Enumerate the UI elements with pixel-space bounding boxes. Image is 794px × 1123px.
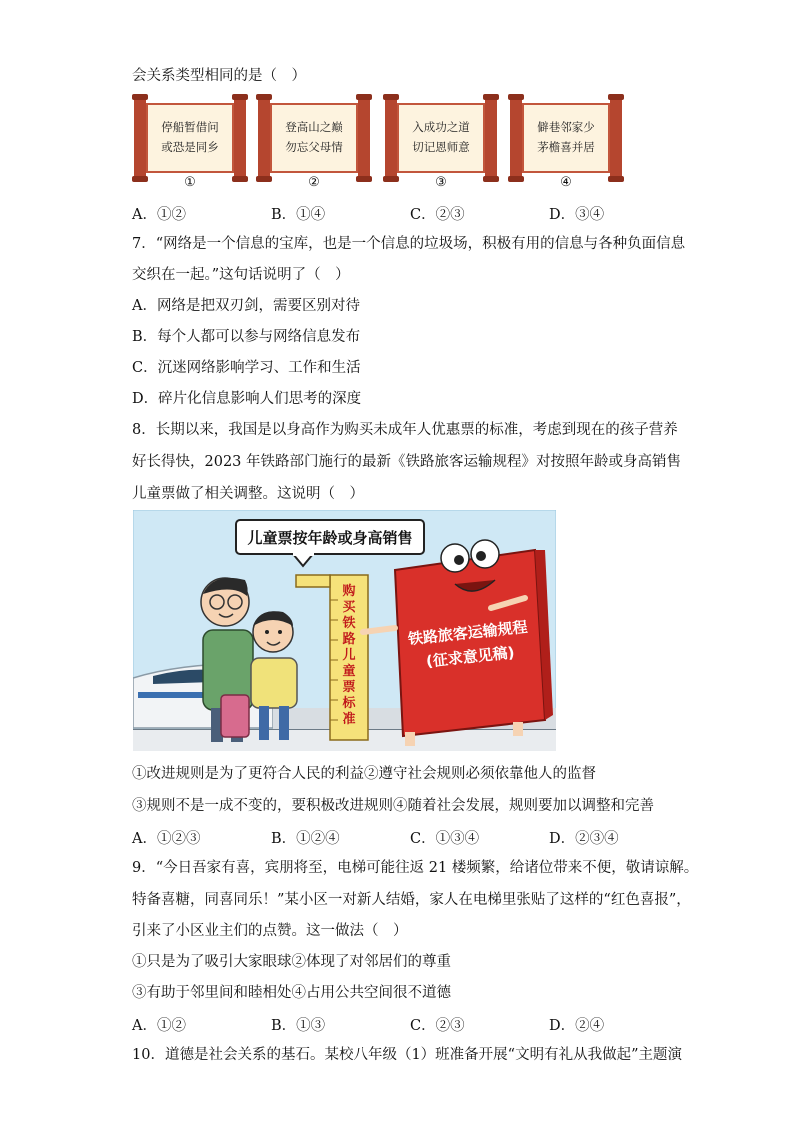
scroll-rod <box>510 97 522 179</box>
railway-rules-illustration <box>133 510 556 751</box>
scroll-rod <box>358 97 370 179</box>
q8-statement-line: ①改进规则是为了更符合人民的利益②遵守社会规则必须依靠他人的监督 <box>132 766 596 782</box>
q7-option-c[interactable]: C．沉迷网络影响学习、工作和生活 <box>132 360 361 376</box>
q8-stem-line: 8．长期以来，我国是以身高作为购买未成年人优惠票的标准，考虑到现在的孩子营养 <box>132 422 678 438</box>
scroll-paper <box>146 103 234 173</box>
scroll-text: 勿忘父母情 <box>285 140 343 154</box>
option-c[interactable]: C．②③ <box>410 1018 465 1034</box>
option-b[interactable]: B．①④ <box>271 207 326 223</box>
q9-options <box>132 1014 692 1034</box>
q9-stem-line: 特备喜糖，同喜同乐！”某小区一对新人结婚，家人在电梯里张贴了这样的“红色喜报”， <box>132 892 691 908</box>
q6-stem-tail: 会关系类型相同的是（ ） <box>132 68 306 84</box>
option-a[interactable]: A．①② <box>132 1018 186 1034</box>
q7-option-d[interactable]: D．碎片化信息影响人们思考的深度 <box>132 391 362 407</box>
scroll-text: 僻巷邻家少 <box>537 120 595 134</box>
option-b[interactable]: B．①③ <box>271 1018 326 1034</box>
scroll-rod <box>234 97 246 179</box>
scroll-card-4 <box>510 97 622 179</box>
scroll-rod <box>134 97 146 179</box>
option-b[interactable]: B．①②④ <box>271 831 340 847</box>
q8-stem-line: 好长得快，2023 年铁路部门施行的最新《铁路旅客运输规程》对按照年龄或身高销售 <box>132 454 682 470</box>
scroll-card-2 <box>258 97 370 179</box>
q7-stem-line: 7．“网络是一个信息的宝库，也是一个信息的垃圾场，积极有用的信息与各种负面信息 <box>132 236 686 252</box>
q7-option-a[interactable]: A．网络是把双刃剑，需要区别对待 <box>132 298 360 314</box>
book-subtitle: (征求意见稿) <box>425 643 516 671</box>
scroll-card-3 <box>385 97 497 179</box>
scroll-rod <box>485 97 497 179</box>
scroll-text: 切记恩师意 <box>412 140 470 154</box>
q9-stem-line: 9．“今日吾家有喜，宾朋将至，电梯可能往返 21 楼频繁，给诸位带来不便，敬请谅解。 <box>132 860 699 876</box>
scroll-paper <box>270 103 358 173</box>
q9-stem-line: 引来了小区业主们的点赞。这一做法（ ） <box>132 923 408 939</box>
scroll-card-1 <box>134 97 246 179</box>
scroll-text: 或恐是同乡 <box>161 140 219 154</box>
q8-statement-line: ③规则不是一成不变的，要积极改进规则④随着社会发展，规则要加以调整和完善 <box>132 798 654 814</box>
q7-option-b[interactable]: B．每个人都可以参与网络信息发布 <box>132 329 361 345</box>
q6-options <box>132 203 692 223</box>
option-a[interactable]: A．①② <box>132 207 186 223</box>
q9-statement-line: ①只是为了吸引大家眼球②体现了对邻居们的尊重 <box>132 954 451 970</box>
option-a[interactable]: A．①②③ <box>132 831 201 847</box>
scroll-number: ① <box>184 175 196 190</box>
q8-stem-line: 儿童票做了相关调整。这说明（ ） <box>132 486 364 502</box>
scroll-text: 登高山之巅 <box>285 120 343 134</box>
ruler-char: 童 <box>342 664 356 679</box>
ruler-char: 儿 <box>342 648 356 663</box>
ruler-char: 买 <box>342 600 356 615</box>
ruler-char: 路 <box>342 632 356 647</box>
scroll-paper <box>397 103 485 173</box>
option-c[interactable]: C．①③④ <box>410 831 480 847</box>
option-d[interactable]: D．②④ <box>549 1018 605 1034</box>
option-d[interactable]: D．③④ <box>549 207 605 223</box>
scroll-rod <box>610 97 622 179</box>
ruler-char: 铁 <box>342 616 356 631</box>
scroll-text: 入成功之道 <box>412 120 470 134</box>
q10-stem-line: 10．道德是社会关系的基石。某校八年级（1）班准备开展“文明有礼从我做起”主题演 <box>132 1047 682 1063</box>
q8-options <box>132 827 692 847</box>
scroll-number: ② <box>308 175 320 190</box>
banner-text: 儿童票按年龄或身高销售 <box>247 529 413 547</box>
book-title: 铁路旅客运输规程 <box>407 617 529 649</box>
ruler-char: 标 <box>342 696 356 711</box>
q7-stem-line: 交织在一起。”这句话说明了（ ） <box>132 267 350 283</box>
scroll-paper <box>522 103 610 173</box>
option-c[interactable]: C．②③ <box>410 207 465 223</box>
scroll-text: 停船暂借问 <box>161 120 219 134</box>
option-d[interactable]: D．②③④ <box>549 831 619 847</box>
q9-statement-line: ③有助于邻里间和睦相处④占用公共空间很不道德 <box>132 985 451 1001</box>
scroll-rod <box>258 97 270 179</box>
ruler-char: 购 <box>342 584 356 599</box>
ruler-char: 准 <box>342 712 356 727</box>
scroll-number: ③ <box>435 175 447 190</box>
scroll-text: 茅檐喜并居 <box>537 140 595 154</box>
ruler-char: 票 <box>342 680 356 695</box>
scroll-number: ④ <box>560 175 572 190</box>
scroll-rod <box>385 97 397 179</box>
